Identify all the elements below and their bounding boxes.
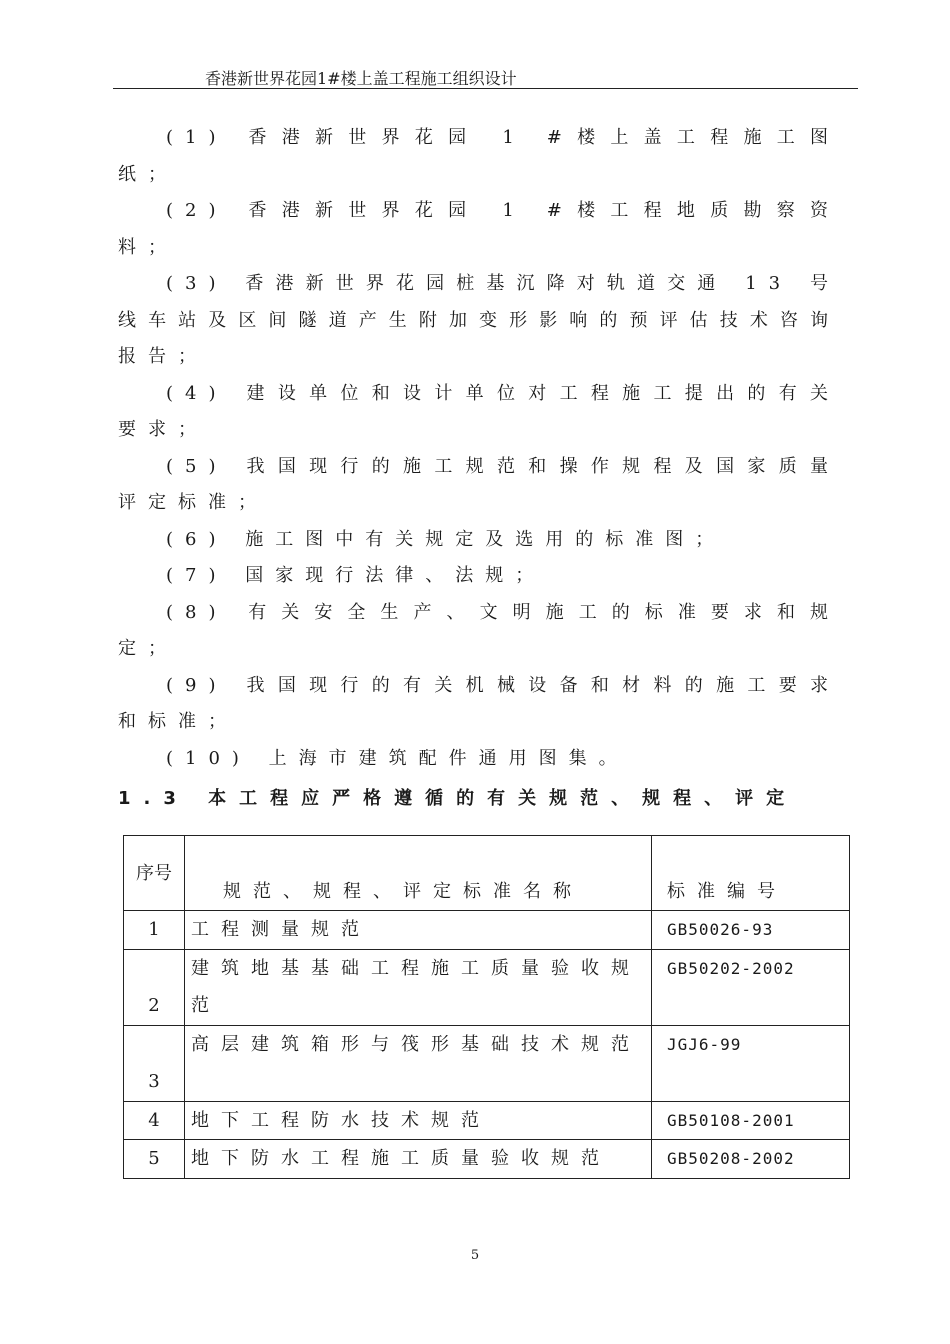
page-number: 5	[470, 1248, 480, 1263]
row-seq: 1	[124, 911, 185, 950]
row-code: GB50208-2002	[652, 1140, 850, 1179]
header-name: 规范、规程、评定标准名称	[185, 836, 652, 911]
basis-item: (9) 我国现行的有关机械设备和材料的施工要求和标准；	[118, 674, 840, 732]
row-name: 建筑地基基础工程施工质量验收规范	[185, 949, 652, 1025]
header-seq: 序号	[124, 836, 185, 911]
section-heading: 1.3 本工程应严格遵循的有关规范、规程、评定	[118, 788, 798, 809]
basis-item: (5) 我国现行的施工规范和操作规程及国家质量评定标准；	[118, 455, 840, 513]
basis-item: (7) 国家现行法律、法规；	[166, 565, 546, 586]
row-code: GB50026-93	[652, 911, 850, 950]
basis-item: (6) 施工图中有关规定及选用的标准图；	[166, 528, 726, 550]
header-code: 标准编号	[652, 836, 850, 911]
table-row	[124, 911, 850, 950]
table-row	[124, 1140, 850, 1179]
running-header: 香港新世界花园1#楼上盖工程施工组织设计	[205, 69, 517, 88]
standards-table	[123, 835, 850, 1179]
row-code: JGJ6-99	[652, 1025, 850, 1101]
row-seq: 3	[124, 1025, 185, 1101]
basis-item: (2) 香港新世界花园 1 #楼工程地质勘察资料；	[118, 200, 840, 258]
basis-item: (4) 建设单位和设计单位对工程施工提出的有关要求；	[118, 382, 840, 440]
table-header-row	[124, 836, 850, 911]
table-row	[124, 1101, 850, 1140]
basis-item: (10) 上海市建筑配件通用图集。	[166, 747, 629, 769]
row-seq: 2	[124, 949, 185, 1025]
basis-list	[118, 120, 840, 777]
header-rule	[113, 88, 858, 89]
row-name: 地下防水工程施工质量验收规范	[185, 1140, 652, 1179]
row-name: 工程测量规范	[185, 911, 652, 950]
row-code: GB50202-2002	[652, 949, 850, 1025]
table-row	[124, 1025, 850, 1101]
row-name: 高层建筑箱形与筏形基础技术规范	[185, 1025, 652, 1101]
row-code: GB50108-2001	[652, 1101, 850, 1140]
basis-item: (8) 有关安全生产、文明施工的标准要求和规定；	[118, 601, 840, 659]
basis-item: (1) 香港新世界花园 1 #楼上盖工程施工图纸；	[118, 127, 840, 185]
row-seq: 4	[124, 1101, 185, 1140]
row-name: 地下工程防水技术规范	[185, 1101, 652, 1140]
basis-item: (3) 香港新世界花园桩基沉降对轨道交通 13 号线车站及区间隧道产生附加变形影响的预评估技术咨询报告；	[118, 273, 840, 367]
table-row	[124, 949, 850, 1025]
row-seq: 5	[124, 1140, 185, 1179]
